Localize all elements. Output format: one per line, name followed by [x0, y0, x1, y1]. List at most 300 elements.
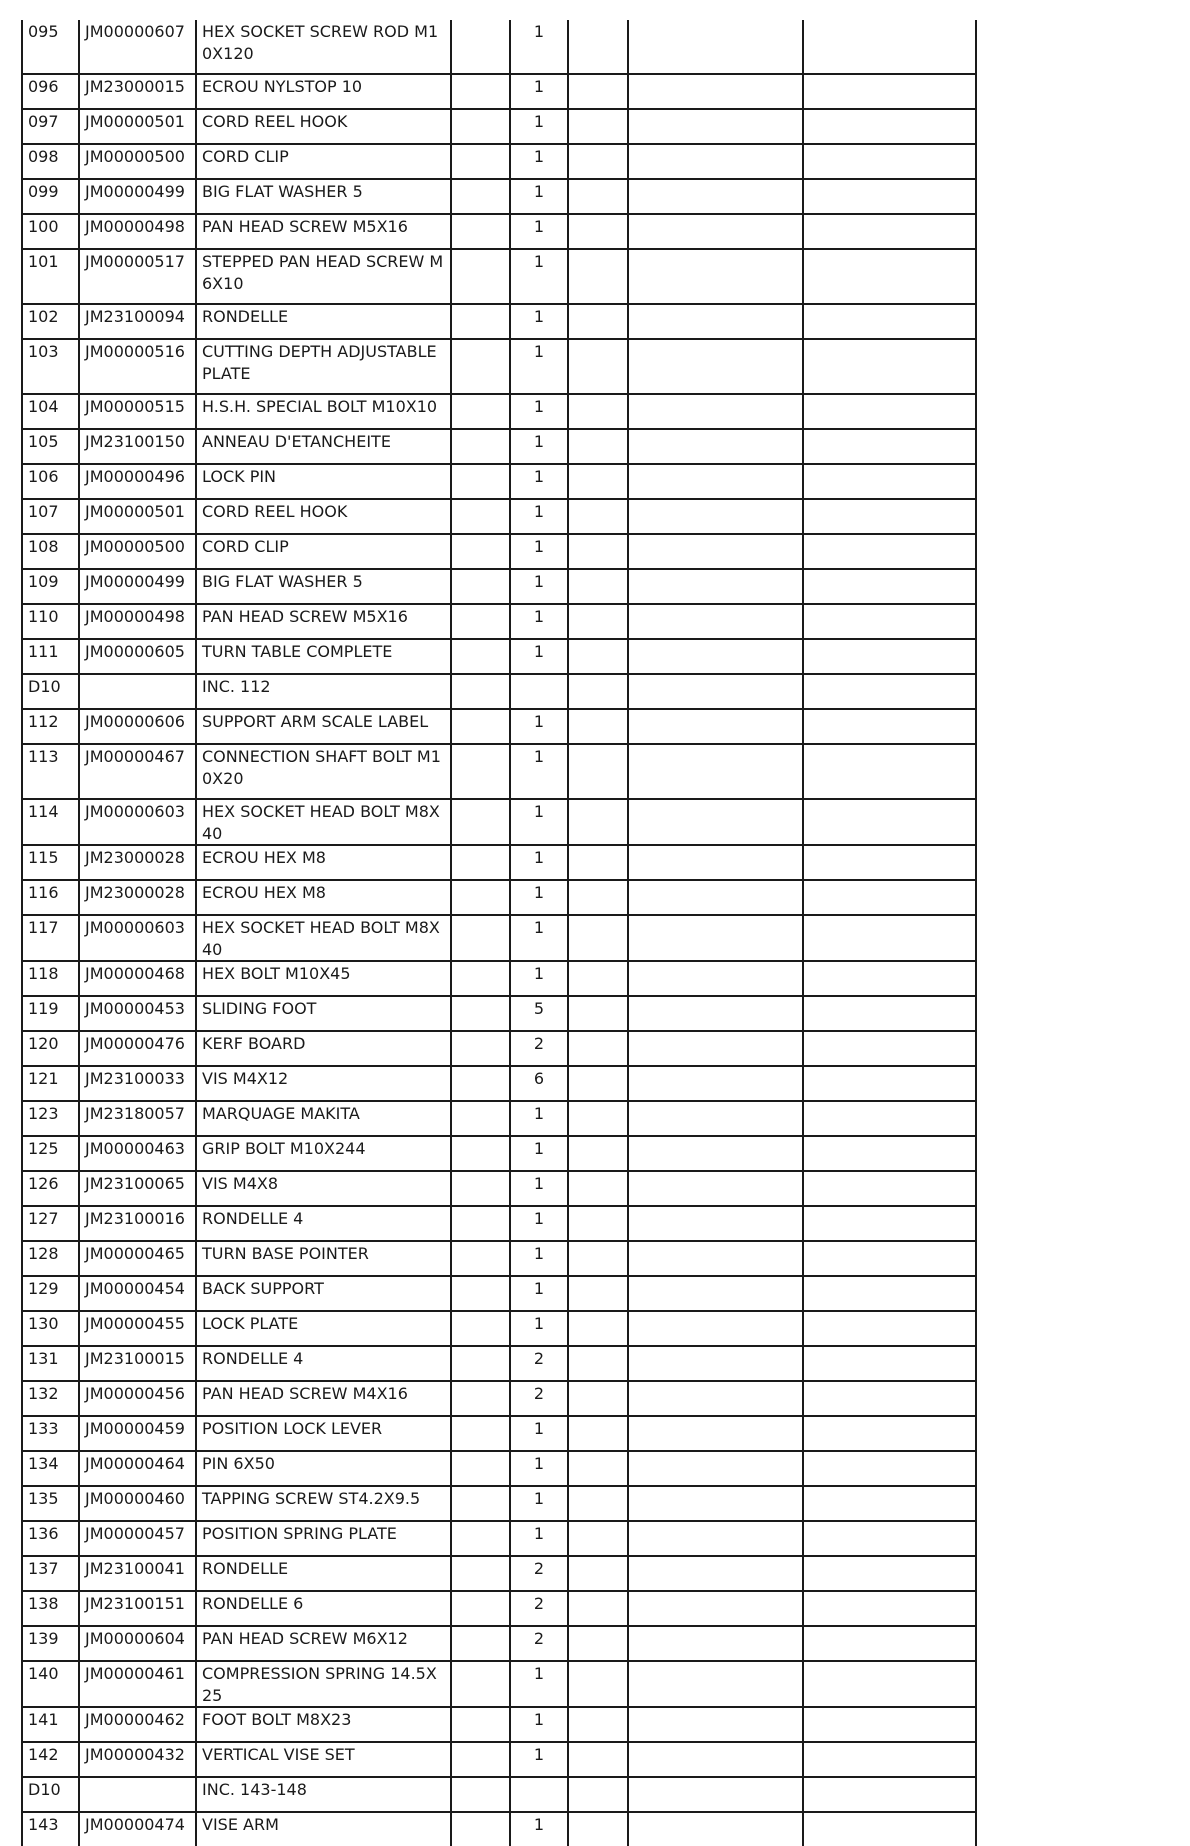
- blank-cell: [628, 394, 803, 429]
- part-reference-cell: JM00000501: [79, 499, 196, 534]
- description-cell: VISE ARM: [196, 1812, 451, 1846]
- blank-cell: [628, 1241, 803, 1276]
- description-cell: TAPPING SCREW ST4.2X9.5: [196, 1486, 451, 1521]
- blank-cell: [628, 996, 803, 1031]
- part-reference-cell: JM00000453: [79, 996, 196, 1031]
- blank-cell: [451, 1591, 510, 1626]
- quantity-cell: 1: [510, 1416, 568, 1451]
- part-reference-cell: JM00000464: [79, 1451, 196, 1486]
- table-row: [22, 1101, 976, 1136]
- blank-cell: [628, 464, 803, 499]
- part-reference-cell: JM23100150: [79, 429, 196, 464]
- blank-cell: [628, 1346, 803, 1381]
- item-number-cell: 102: [22, 304, 79, 339]
- blank-cell: [451, 394, 510, 429]
- item-number-cell: 117: [22, 915, 79, 961]
- blank-cell: [568, 214, 628, 249]
- blank-cell: [451, 1241, 510, 1276]
- blank-cell: [628, 1812, 803, 1846]
- quantity-cell: 1: [510, 499, 568, 534]
- quantity-cell: 1: [510, 1661, 568, 1707]
- description-cell: ECROU NYLSTOP 10: [196, 74, 451, 109]
- blank-cell: [803, 1171, 976, 1206]
- blank-cell: [628, 1556, 803, 1591]
- item-number-cell: 131: [22, 1346, 79, 1381]
- blank-cell: [451, 144, 510, 179]
- blank-cell: [451, 1276, 510, 1311]
- description-cell: PAN HEAD SCREW M5X16: [196, 604, 451, 639]
- blank-cell: [568, 845, 628, 880]
- item-number-cell: 109: [22, 569, 79, 604]
- blank-cell: [628, 1066, 803, 1101]
- table-row: [22, 249, 976, 304]
- quantity-cell: 1: [510, 214, 568, 249]
- blank-cell: [451, 1311, 510, 1346]
- part-reference-cell: JM00000500: [79, 534, 196, 569]
- item-number-cell: 111: [22, 639, 79, 674]
- blank-cell: [568, 880, 628, 915]
- blank-cell: [628, 304, 803, 339]
- blank-cell: [628, 845, 803, 880]
- quantity-cell: 2: [510, 1591, 568, 1626]
- blank-cell: [451, 799, 510, 845]
- blank-cell: [568, 1707, 628, 1742]
- blank-cell: [628, 1661, 803, 1707]
- description-cell: CORD REEL HOOK: [196, 109, 451, 144]
- item-number-cell: 142: [22, 1742, 79, 1777]
- item-number-cell: 100: [22, 214, 79, 249]
- description-cell: CONNECTION SHAFT BOLT M10X20: [196, 744, 451, 799]
- blank-cell: [568, 179, 628, 214]
- item-number-cell: 132: [22, 1381, 79, 1416]
- blank-cell: [568, 1416, 628, 1451]
- blank-cell: [628, 1707, 803, 1742]
- blank-cell: [803, 1276, 976, 1311]
- table-row: [22, 1276, 976, 1311]
- blank-cell: [451, 1521, 510, 1556]
- quantity-cell: 1: [510, 1742, 568, 1777]
- blank-cell: [628, 1381, 803, 1416]
- quantity-cell: 1: [510, 429, 568, 464]
- part-reference-cell: JM00000457: [79, 1521, 196, 1556]
- blank-cell: [628, 1311, 803, 1346]
- part-reference-cell: JM23100151: [79, 1591, 196, 1626]
- item-number-cell: 133: [22, 1416, 79, 1451]
- description-cell: LOCK PIN: [196, 464, 451, 499]
- blank-cell: [451, 1556, 510, 1591]
- blank-cell: [628, 339, 803, 394]
- blank-cell: [568, 674, 628, 709]
- part-reference-cell: JM00000604: [79, 1626, 196, 1661]
- table-row: [22, 1742, 976, 1777]
- table-row: [22, 996, 976, 1031]
- part-reference-cell: JM00000607: [79, 20, 196, 74]
- blank-cell: [803, 304, 976, 339]
- quantity-cell: 1: [510, 144, 568, 179]
- item-number-cell: 108: [22, 534, 79, 569]
- table-row: [22, 1311, 976, 1346]
- blank-cell: [451, 534, 510, 569]
- blank-cell: [628, 1276, 803, 1311]
- blank-cell: [451, 464, 510, 499]
- blank-cell: [568, 569, 628, 604]
- description-cell: HEX SOCKET HEAD BOLT M8X40: [196, 799, 451, 845]
- description-cell: ECROU HEX M8: [196, 880, 451, 915]
- part-reference-cell: JM23100041: [79, 1556, 196, 1591]
- table-row: [22, 639, 976, 674]
- table-row: [22, 1206, 976, 1241]
- description-cell: HEX BOLT M10X45: [196, 961, 451, 996]
- quantity-cell: 2: [510, 1556, 568, 1591]
- table-row: [22, 109, 976, 144]
- blank-cell: [628, 915, 803, 961]
- blank-cell: [803, 144, 976, 179]
- blank-cell: [568, 1742, 628, 1777]
- description-cell: SLIDING FOOT: [196, 996, 451, 1031]
- quantity-cell: 1: [510, 464, 568, 499]
- blank-cell: [628, 179, 803, 214]
- part-reference-cell: JM00000459: [79, 1416, 196, 1451]
- blank-cell: [451, 1486, 510, 1521]
- quantity-cell: 1: [510, 1276, 568, 1311]
- part-reference-cell: JM00000456: [79, 1381, 196, 1416]
- item-number-cell: 101: [22, 249, 79, 304]
- table-row: [22, 429, 976, 464]
- quantity-cell: 1: [510, 1136, 568, 1171]
- item-number-cell: 130: [22, 1311, 79, 1346]
- quantity-cell: 2: [510, 1626, 568, 1661]
- item-number-cell: 139: [22, 1626, 79, 1661]
- table-row: [22, 1171, 976, 1206]
- blank-cell: [803, 1381, 976, 1416]
- blank-cell: [451, 1416, 510, 1451]
- blank-cell: [451, 214, 510, 249]
- part-reference-cell: JM00000498: [79, 214, 196, 249]
- blank-cell: [568, 1486, 628, 1521]
- blank-cell: [568, 1777, 628, 1812]
- description-cell: STEPPED PAN HEAD SCREW M6X10: [196, 249, 451, 304]
- blank-cell: [803, 799, 976, 845]
- item-number-cell: 107: [22, 499, 79, 534]
- blank-cell: [451, 1136, 510, 1171]
- blank-cell: [803, 499, 976, 534]
- blank-cell: [803, 915, 976, 961]
- blank-cell: [568, 1591, 628, 1626]
- blank-cell: [628, 674, 803, 709]
- blank-cell: [803, 394, 976, 429]
- blank-cell: [568, 74, 628, 109]
- part-reference-cell: JM00000467: [79, 744, 196, 799]
- blank-cell: [568, 1556, 628, 1591]
- description-cell: RONDELLE: [196, 1556, 451, 1591]
- item-number-cell: 143: [22, 1812, 79, 1846]
- item-number-cell: 137: [22, 1556, 79, 1591]
- blank-cell: [568, 499, 628, 534]
- item-number-cell: 105: [22, 429, 79, 464]
- blank-cell: [628, 1777, 803, 1812]
- description-cell: PAN HEAD SCREW M6X12: [196, 1626, 451, 1661]
- blank-cell: [628, 569, 803, 604]
- part-reference-cell: JM00000461: [79, 1661, 196, 1707]
- blank-cell: [803, 1066, 976, 1101]
- quantity-cell: 5: [510, 996, 568, 1031]
- description-cell: BIG FLAT WASHER 5: [196, 569, 451, 604]
- part-reference-cell: [79, 1777, 196, 1812]
- blank-cell: [451, 1707, 510, 1742]
- quantity-cell: 1: [510, 534, 568, 569]
- blank-cell: [568, 1626, 628, 1661]
- quantity-cell: 1: [510, 1707, 568, 1742]
- description-cell: LOCK PLATE: [196, 1311, 451, 1346]
- table-row: [22, 1346, 976, 1381]
- item-number-cell: 112: [22, 709, 79, 744]
- blank-cell: [568, 1381, 628, 1416]
- item-number-cell: 104: [22, 394, 79, 429]
- quantity-cell: [510, 1777, 568, 1812]
- description-cell: POSITION LOCK LEVER: [196, 1416, 451, 1451]
- blank-cell: [568, 1451, 628, 1486]
- quantity-cell: 1: [510, 179, 568, 214]
- quantity-cell: 1: [510, 394, 568, 429]
- blank-cell: [803, 1626, 976, 1661]
- description-cell: FOOT BOLT M8X23: [196, 1707, 451, 1742]
- blank-cell: [568, 604, 628, 639]
- item-number-cell: 106: [22, 464, 79, 499]
- table-row: [22, 1136, 976, 1171]
- blank-cell: [628, 499, 803, 534]
- description-cell: BACK SUPPORT: [196, 1276, 451, 1311]
- blank-cell: [628, 639, 803, 674]
- table-row: [22, 1031, 976, 1066]
- item-number-cell: 113: [22, 744, 79, 799]
- blank-cell: [451, 1812, 510, 1846]
- description-cell: SUPPORT ARM SCALE LABEL: [196, 709, 451, 744]
- blank-cell: [803, 1346, 976, 1381]
- quantity-cell: 1: [510, 1451, 568, 1486]
- blank-cell: [803, 20, 976, 74]
- quantity-cell: 1: [510, 109, 568, 144]
- item-number-cell: 110: [22, 604, 79, 639]
- blank-cell: [451, 1031, 510, 1066]
- blank-cell: [628, 1416, 803, 1451]
- part-reference-cell: JM00000454: [79, 1276, 196, 1311]
- description-cell: HEX SOCKET HEAD BOLT M8X40: [196, 915, 451, 961]
- item-number-cell: 126: [22, 1171, 79, 1206]
- blank-cell: [451, 709, 510, 744]
- table-row: [22, 20, 976, 74]
- blank-cell: [451, 1626, 510, 1661]
- quantity-cell: 1: [510, 74, 568, 109]
- item-number-cell: 098: [22, 144, 79, 179]
- table-row: [22, 144, 976, 179]
- blank-cell: [451, 845, 510, 880]
- part-reference-cell: JM23100016: [79, 1206, 196, 1241]
- item-number-cell: 114: [22, 799, 79, 845]
- blank-cell: [451, 1777, 510, 1812]
- description-cell: CORD CLIP: [196, 144, 451, 179]
- blank-cell: [451, 674, 510, 709]
- description-cell: CUTTING DEPTH ADJUSTABLE PLATE: [196, 339, 451, 394]
- item-number-cell: 119: [22, 996, 79, 1031]
- blank-cell: [568, 1066, 628, 1101]
- table-row: [22, 1416, 976, 1451]
- blank-cell: [803, 1777, 976, 1812]
- item-number-cell: 097: [22, 109, 79, 144]
- blank-cell: [568, 20, 628, 74]
- item-number-cell: 127: [22, 1206, 79, 1241]
- blank-cell: [803, 1241, 976, 1276]
- quantity-cell: 1: [510, 1521, 568, 1556]
- item-number-cell: 116: [22, 880, 79, 915]
- quantity-cell: 1: [510, 744, 568, 799]
- blank-cell: [803, 74, 976, 109]
- blank-cell: [451, 304, 510, 339]
- quantity-cell: 1: [510, 1101, 568, 1136]
- blank-cell: [628, 744, 803, 799]
- part-reference-cell: JM23000028: [79, 845, 196, 880]
- part-reference-cell: JM00000460: [79, 1486, 196, 1521]
- blank-cell: [568, 1241, 628, 1276]
- table-row: [22, 1591, 976, 1626]
- blank-cell: [803, 534, 976, 569]
- part-reference-cell: JM00000455: [79, 1311, 196, 1346]
- description-cell: GRIP BOLT M10X244: [196, 1136, 451, 1171]
- blank-cell: [628, 109, 803, 144]
- blank-cell: [803, 1031, 976, 1066]
- blank-cell: [803, 1742, 976, 1777]
- blank-cell: [568, 996, 628, 1031]
- blank-cell: [803, 1812, 976, 1846]
- blank-cell: [803, 1591, 976, 1626]
- blank-cell: [803, 744, 976, 799]
- table-row: [22, 799, 976, 845]
- blank-cell: [451, 179, 510, 214]
- quantity-cell: 1: [510, 639, 568, 674]
- item-number-cell: 118: [22, 961, 79, 996]
- blank-cell: [803, 709, 976, 744]
- quantity-cell: 6: [510, 1066, 568, 1101]
- item-number-cell: 140: [22, 1661, 79, 1707]
- blank-cell: [803, 109, 976, 144]
- item-number-cell: D10: [22, 674, 79, 709]
- blank-cell: [451, 1381, 510, 1416]
- blank-cell: [568, 144, 628, 179]
- blank-cell: [803, 674, 976, 709]
- part-reference-cell: [79, 674, 196, 709]
- table-row: [22, 880, 976, 915]
- quantity-cell: 2: [510, 1031, 568, 1066]
- quantity-cell: 2: [510, 1346, 568, 1381]
- table-row: [22, 1812, 976, 1846]
- part-reference-cell: JM23100094: [79, 304, 196, 339]
- parts-table-body: [22, 20, 976, 1846]
- part-reference-cell: JM00000606: [79, 709, 196, 744]
- blank-cell: [568, 1521, 628, 1556]
- table-row: [22, 915, 976, 961]
- table-row: [22, 304, 976, 339]
- item-number-cell: 103: [22, 339, 79, 394]
- blank-cell: [803, 845, 976, 880]
- description-cell: PAN HEAD SCREW M5X16: [196, 214, 451, 249]
- table-row: [22, 394, 976, 429]
- description-cell: PIN 6X50: [196, 1451, 451, 1486]
- table-row: [22, 674, 976, 709]
- blank-cell: [628, 799, 803, 845]
- part-reference-cell: JM00000476: [79, 1031, 196, 1066]
- blank-cell: [451, 499, 510, 534]
- table-row: [22, 709, 976, 744]
- blank-cell: [568, 1101, 628, 1136]
- blank-cell: [451, 1066, 510, 1101]
- blank-cell: [568, 1171, 628, 1206]
- description-cell: ECROU HEX M8: [196, 845, 451, 880]
- blank-cell: [568, 429, 628, 464]
- blank-cell: [451, 569, 510, 604]
- table-row: [22, 1661, 976, 1707]
- part-reference-cell: JM23100033: [79, 1066, 196, 1101]
- blank-cell: [451, 109, 510, 144]
- table-row: [22, 1707, 976, 1742]
- part-reference-cell: JM00000499: [79, 569, 196, 604]
- quantity-cell: 1: [510, 339, 568, 394]
- part-reference-cell: JM23180057: [79, 1101, 196, 1136]
- table-row: [22, 569, 976, 604]
- description-cell: KERF BOARD: [196, 1031, 451, 1066]
- description-cell: HEX SOCKET SCREW ROD M10X120: [196, 20, 451, 74]
- quantity-cell: 1: [510, 249, 568, 304]
- description-cell: INC. 112: [196, 674, 451, 709]
- description-cell: COMPRESSION SPRING 14.5X25: [196, 1661, 451, 1707]
- blank-cell: [568, 109, 628, 144]
- quantity-cell: 1: [510, 20, 568, 74]
- part-reference-cell: JM00000499: [79, 179, 196, 214]
- blank-cell: [628, 1101, 803, 1136]
- blank-cell: [628, 1486, 803, 1521]
- quantity-cell: 1: [510, 1206, 568, 1241]
- blank-cell: [628, 961, 803, 996]
- quantity-cell: 1: [510, 604, 568, 639]
- item-number-cell: 096: [22, 74, 79, 109]
- part-reference-cell: JM00000605: [79, 639, 196, 674]
- item-number-cell: 134: [22, 1451, 79, 1486]
- blank-cell: [568, 249, 628, 304]
- table-row: [22, 1486, 976, 1521]
- blank-cell: [628, 20, 803, 74]
- blank-cell: [568, 394, 628, 429]
- blank-cell: [451, 639, 510, 674]
- part-reference-cell: JM23100015: [79, 1346, 196, 1381]
- item-number-cell: 099: [22, 179, 79, 214]
- quantity-cell: 1: [510, 569, 568, 604]
- blank-cell: [628, 534, 803, 569]
- blank-cell: [568, 1136, 628, 1171]
- quantity-cell: 1: [510, 1486, 568, 1521]
- item-number-cell: 115: [22, 845, 79, 880]
- blank-cell: [803, 1707, 976, 1742]
- blank-cell: [803, 1486, 976, 1521]
- quantity-cell: 1: [510, 1171, 568, 1206]
- blank-cell: [568, 709, 628, 744]
- quantity-cell: 1: [510, 880, 568, 915]
- blank-cell: [803, 214, 976, 249]
- blank-cell: [568, 1031, 628, 1066]
- table-row: [22, 1521, 976, 1556]
- blank-cell: [628, 1206, 803, 1241]
- blank-cell: [568, 1311, 628, 1346]
- blank-cell: [803, 249, 976, 304]
- part-reference-cell: JM00000515: [79, 394, 196, 429]
- description-cell: INC. 143-148: [196, 1777, 451, 1812]
